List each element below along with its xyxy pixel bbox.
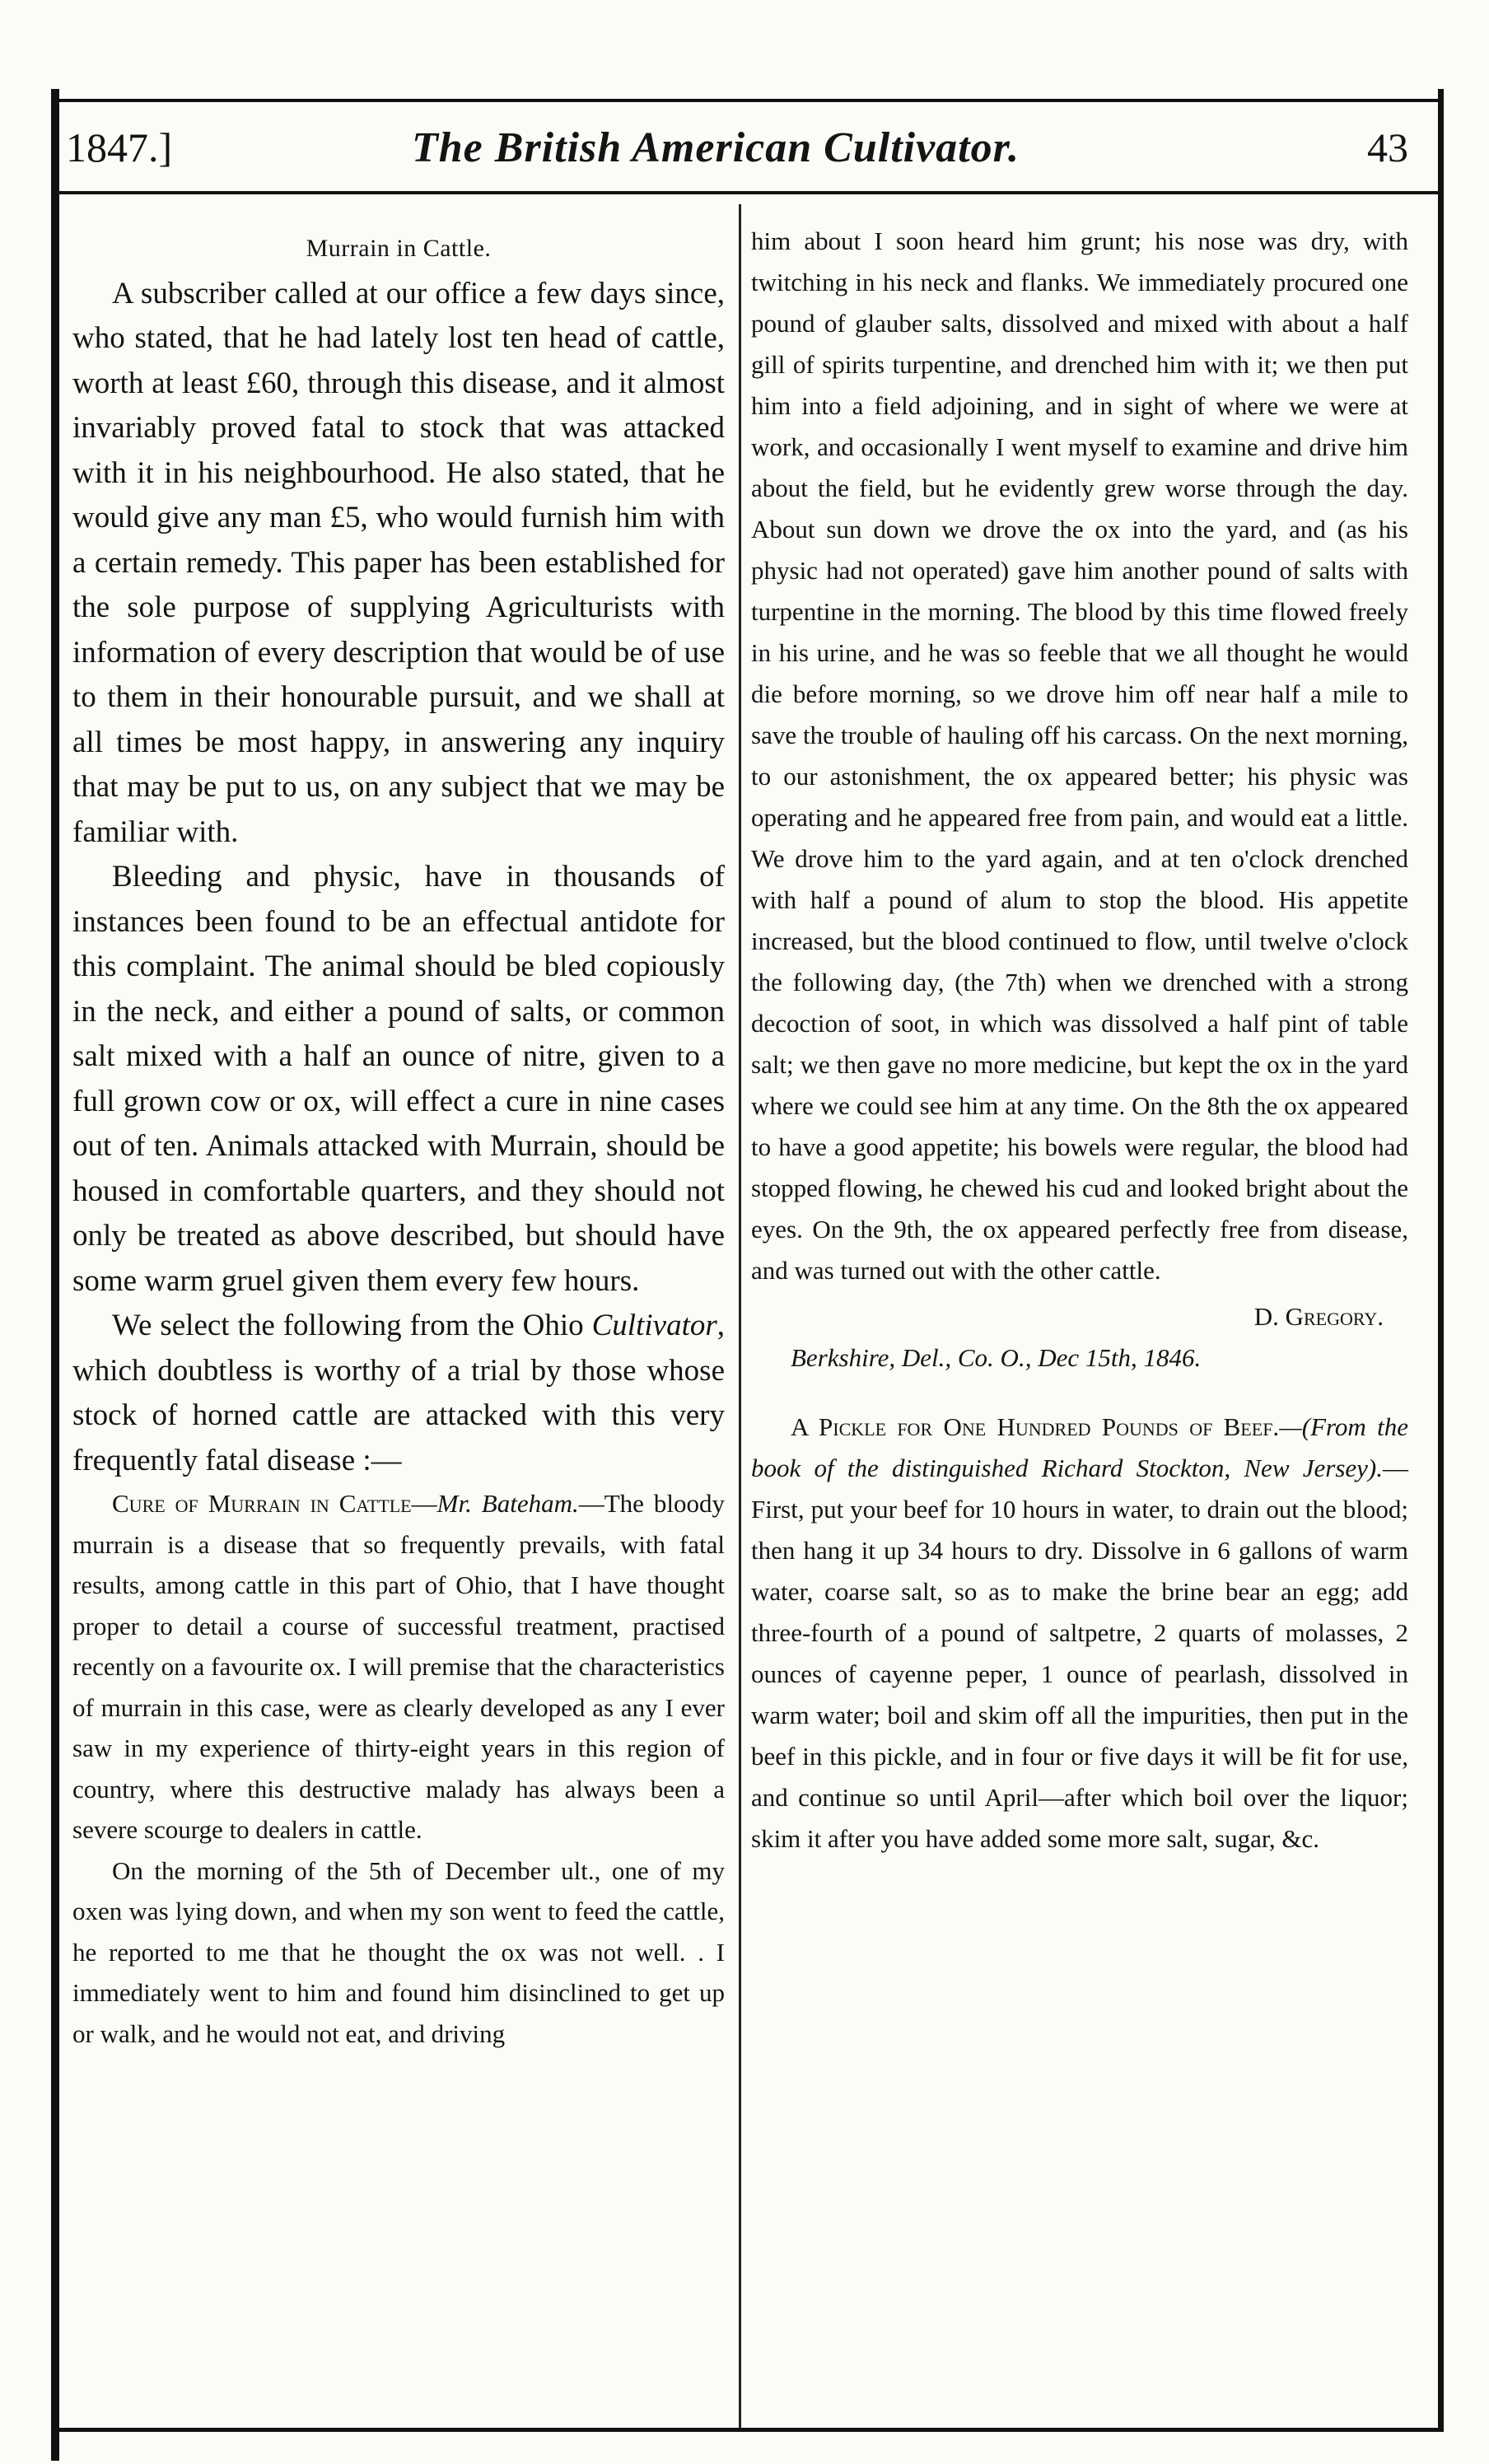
left-column — [72, 226, 725, 2054]
article-paragraph: On the morning of the 5th of December ult., one of my oxen was lying down, and when my son went to feed the cattle, he reported to me that he thought the ox was not well. . I immediately went to him and found him disinclined to get up or walk, and he would not eat, and driving — [72, 1855, 725, 2048]
dash: — — [411, 1489, 437, 1518]
page-border-bottom — [51, 2428, 1444, 2432]
right-column — [751, 221, 1408, 1860]
publication-name: Cultivator — [591, 1309, 717, 1342]
dateline: Berkshire, Del., Co. O., Dec 15th, 1846. — [791, 1343, 1202, 1372]
page-border-left — [51, 89, 59, 2461]
header-year: 1847.] — [66, 124, 173, 170]
text-run: —First, put your beef for 10 hours in water, to drain out the blood; then hang it up 34 hours to dry. Dissolve in 6 gallons of warm water, coarse salt, so as to make the brine bear an egg; add three-fourth of a pound of saltpetre, 2 quarts of molasses, 2 ounces of cayenne peper, 1 ounce of pearlash, dissolved in warm water; boil and skim off all the impurities, then put in the beef in this pickle, and in four or five days it will be fit for use, and continue so until April—after which boil over the liquor; skim it after you have added some more salt, sugar, &c. — [751, 1454, 1408, 1853]
subheading: Cure of Murrain in Cattle — [112, 1489, 412, 1518]
column-rule — [739, 204, 741, 2428]
header-page-number: 43 — [1367, 124, 1408, 170]
article-paragraph — [72, 1483, 725, 1850]
article-paragraph: A subscriber called at our office a few days since, who stated, that he had lately lost ten head of cattle, worth at least £60, through this disease, and it almost invariably proved fatal to stock that was attacked with it in his neighbourhood. He also stated, that he would give any man £5, who would furnish him with a certain remedy. This paper has been established for the sole purpose of supplying Agriculturists with information of every description that would be of use to them in their honourable pursuit, and we shall at all times be most happy, in answering any inquiry that may be put to us, on any subject that we may be familiar with. — [72, 276, 725, 849]
article-paragraph — [751, 1407, 1408, 1860]
subheading: A Pickle for One Hundred Pounds of Beef. — [791, 1412, 1280, 1441]
page-border-right — [1438, 89, 1444, 2428]
text-run: , which doubtless is worthy of a trial by those whose stock of horned cattle are attacked with this very frequently fatal disease :— — [72, 1309, 725, 1477]
header-rule — [51, 191, 1444, 194]
header-title: The British American Cultivator. — [412, 124, 1020, 171]
text-run: —The bloody murrain is a disease that so frequently prevails, with fatal results, among cattle in this part of Ohio, that I have thought proper to detail a course of successful treatment, practised recently on a favourite ox. I will premise that the characteristics of murrain in this case, were as clearly developed as any I ever saw in my experience of thirty-eight years in this region of country, where this destructive malady has always been a severe scourge to dealers in cattle. — [72, 1489, 725, 1844]
source-note: —(From the book of the distinguished Richard Stockton, New Jersey). — [751, 1412, 1409, 1482]
page-border-top — [51, 99, 1444, 102]
author: Mr. Bateham. — [436, 1489, 579, 1518]
article-paragraph: him about I soon heard him grunt; his nose was dry, with twitching in his neck and flanks. We immediately procured one pound of glauber salts, dissolved and mixed with about a half gill of spirits turpentine, and drenched him with it; we then put him into a field adjoining, and in sight of where we were at work, and occasionally I went myself to examine and drive him about the field, but he evidently grew worse through the day. About sun down we drove the ox into the yard, and (as his physic had not operated) gave him another pound of salts with turpentine in the morning. The blood by this time flowed freely in his urine, and he was so feeble that we all thought he would die before morning, so we drove him off near half a mile to save the trouble of hauling off his carcass. On the next morning, to our astonishment, the ox appeared better; his physic was operating and he appeared free from pain, and would eat a little. We drove him to the yard again, and at ten o'clock drenched with half a pound of alum to stop the blood. His appetite increased, but the blood continued to flow, until twelve o'clock the following day, (the 7th) when we drenched with a strong decoction of soot, in which was dissolved a half pint of table salt; we then gave no more medicine, but kept the ox in the yard where we could see him at any time. On the 8th the ox appeared to have a good appetite; his bowels were regular, the blood had stopped flowing, he chewed his cud and looked bright about the eyes. On the 9th, the ox appeared perfectly free from disease, and was turned out with the other cattle. — [751, 226, 1408, 1285]
article-title: Murrain in Cattle. — [306, 235, 492, 262]
text-run: We select the following from the Ohio — [112, 1309, 592, 1342]
signature: D. Gregory. — [1253, 1302, 1384, 1331]
article-paragraph — [72, 1304, 725, 1483]
article-paragraph: Bleeding and physic, have in thousands of instances been found to be an effectual antidote for this complaint. The animal should be bled copiously in the neck, and either a pound of salts, or common salt mixed with a half an ounce of nitre, given to a full grown cow or ox, will effect a cure in nine cases out of ten. Animals attacked with Murrain, should be housed in comfortable quarters, and they should not only be treated as above described, but should have some warm gruel given them every few hours. — [72, 860, 725, 1298]
running-head — [66, 124, 1425, 189]
